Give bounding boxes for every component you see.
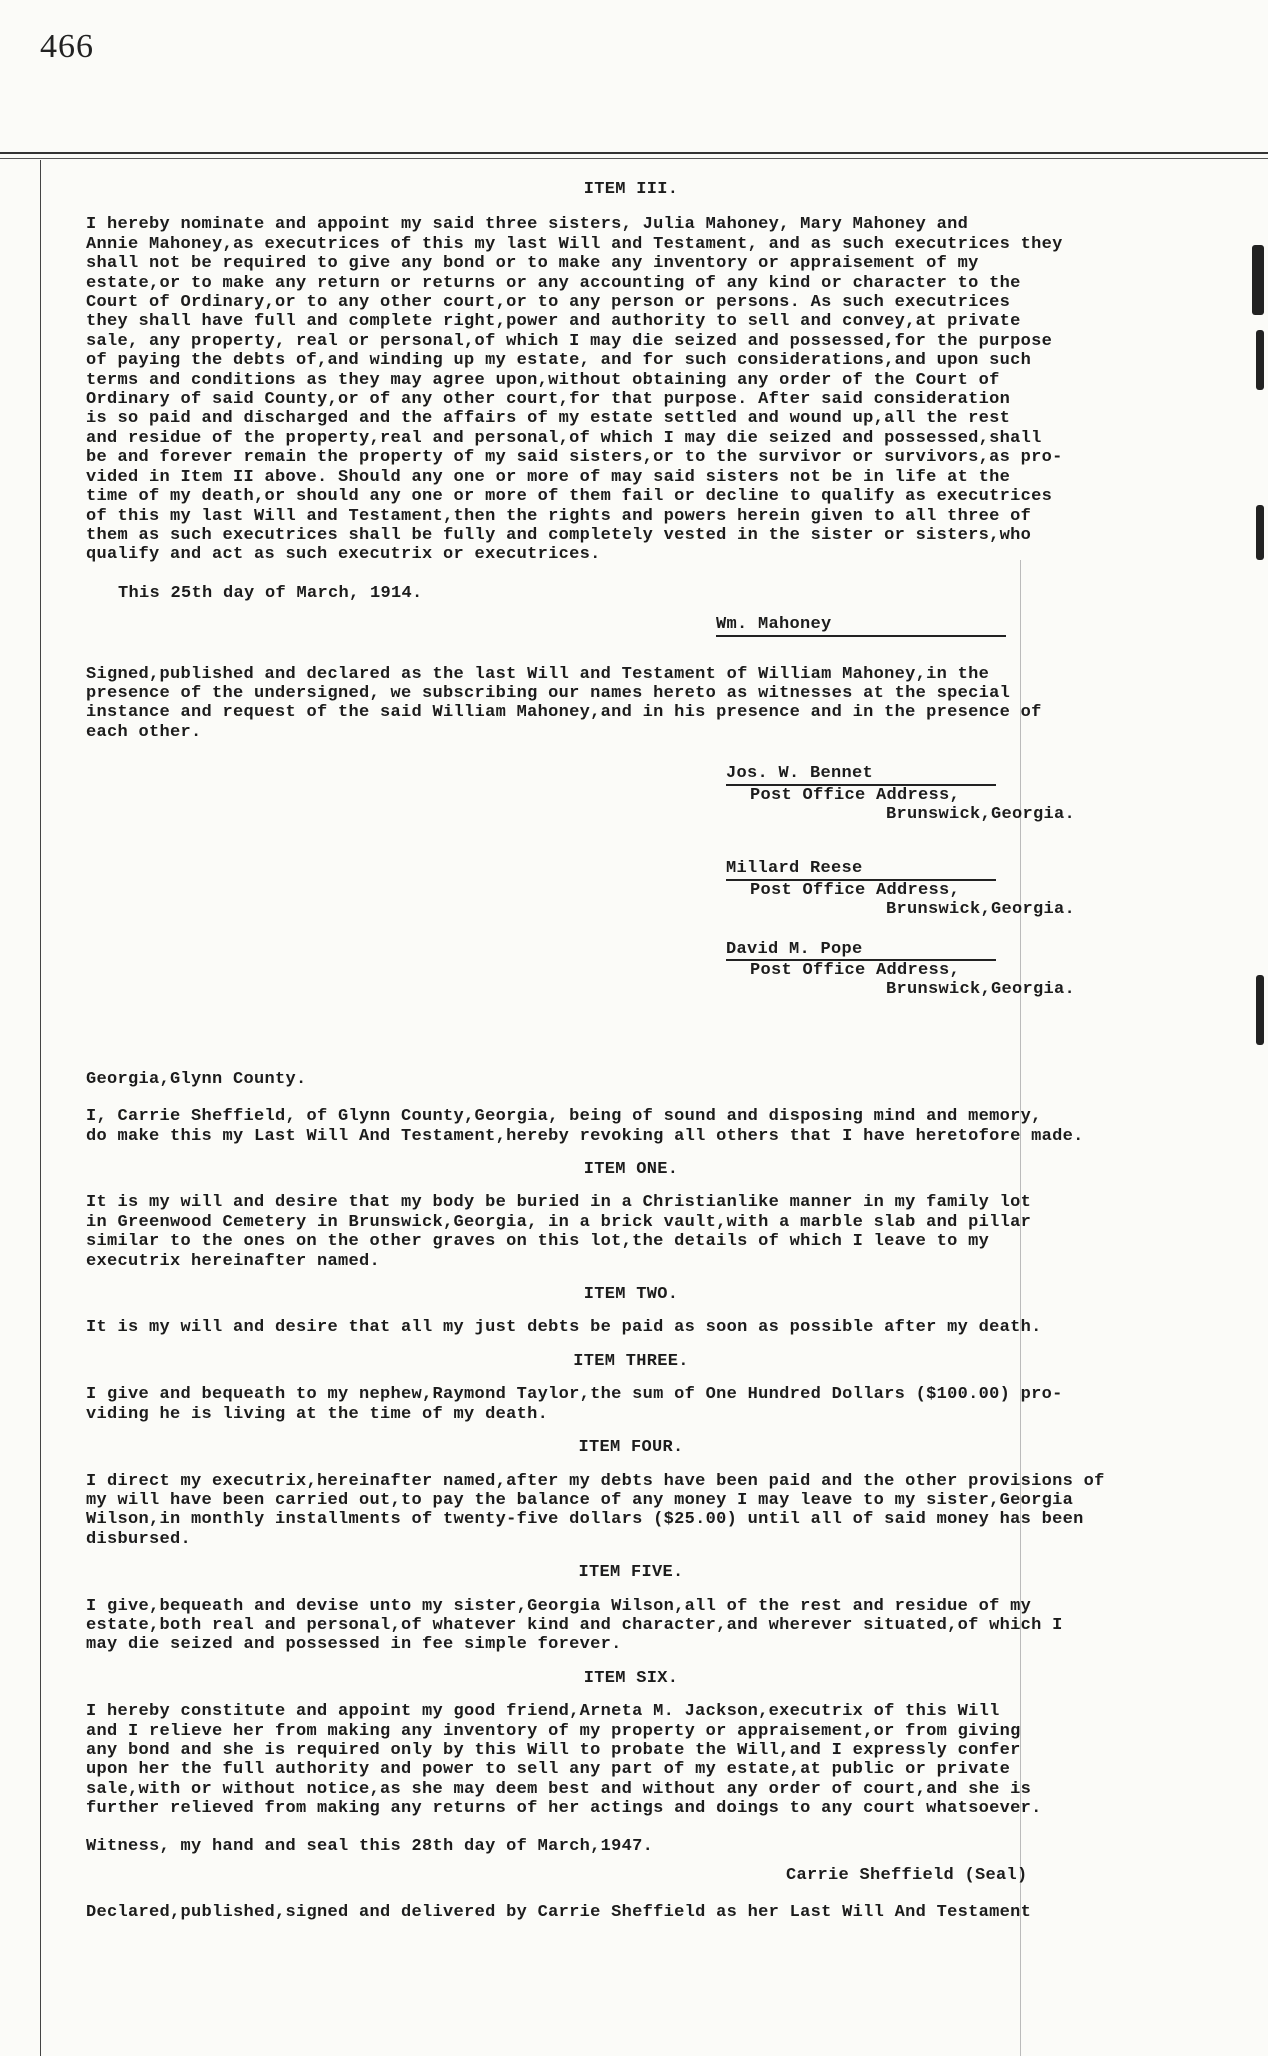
witness-address-label: Post Office Address, [750, 785, 961, 805]
page-number: 466 [40, 28, 94, 65]
top-rule [0, 152, 1268, 154]
item-text: It is my will and desire that all my just debts be paid as soon as possible after my death. [86, 1318, 1042, 1338]
item-text: I direct my executrix,hereinafter named,after my debts have been paid and the other provisions of my will have been carried out,to pay the balance of any money I may leave to my sister,Georgia Wilson,in monthly installments of twenty-five dollars ($25.00) until all of said money has been disbursed. [86, 1471, 1105, 1549]
item-heading: ITEM TWO. [583, 1285, 679, 1305]
witness-block [726, 859, 1176, 919]
item-text: I hereby constitute and appoint my good friend,Arneta M. Jackson,executrix of this Will and I relieve her from making any inventory of my property or appraisement,or from giving any bond and she is required only by this Will to probate the Will,and I expressly confer upon her the full authority and power to sell any part of my estate,at public or private sale,with or without notice,as she may deem best and without any order of court,and she is further relieved from making any returns of her actings and doings to any court whatsoever. [86, 1702, 1042, 1819]
left-margin-line [40, 160, 41, 2056]
witness-block [726, 940, 1176, 1000]
binding-mark [1256, 330, 1264, 390]
venue-line: Georgia,Glynn County. [86, 1069, 307, 1089]
witness-line: Witness, my hand and seal this 28th day of March,1947. [86, 1836, 654, 1856]
item-heading: ITEM FIVE. [578, 1563, 684, 1583]
binding-mark [1252, 245, 1264, 315]
witness-name: Millard Reese [726, 859, 996, 880]
witness-city: Brunswick,Georgia. [886, 804, 1076, 824]
witness-name: Jos. W. Bennet [726, 764, 996, 785]
item-heading: ITEM FOUR. [578, 1438, 684, 1458]
witness-city: Brunswick,Georgia. [886, 900, 1076, 920]
will-intro: I, Carrie Sheffield, of Glynn County,Georgia, being of sound and disposing mind and memory, do make this my Last Will And Testament,hereby revoking all others that I have heretofore made. [86, 1107, 1084, 1146]
item-heading: ITEM III. [583, 180, 679, 199]
date-line: This 25th day of March, 1914. [118, 583, 423, 603]
item-text: It is my will and desire that my body be buried in a Christianlike manner in my family lot in Greenwood Cemetery in Brunswick,Georgia, in a brick vault,with a marble slab and pillar similar to the ones on the other graves on this lot,the details of which I leave to my executrix hereinafter named. [86, 1193, 1032, 1271]
witness-name: David M. Pope [726, 940, 996, 961]
declaration-line: Declared,published,signed and delivered by Carrie Sheffield as her Last Will And Testament [86, 1903, 1032, 1923]
item-heading: ITEM SIX. [583, 1668, 679, 1688]
witness-address-label: Post Office Address, [750, 961, 961, 980]
item-heading: ITEM ONE. [583, 1160, 679, 1180]
document-body [86, 180, 1176, 1923]
witness-address-label: Post Office Address, [750, 880, 961, 900]
witness-block [726, 764, 1176, 824]
witness-city: Brunswick,Georgia. [886, 980, 1076, 1000]
item-three-text: I hereby nominate and appoint my said three sisters, Julia Mahoney, Mary Mahoney and Annie Mahoney,as executrices of this my last Will and Testament, and as such executrices they shall not be required to give any bond or to make any inventory or appraisement of my estate,or to make any return or returns or any accounting of any kind or character to the Court of Ordinary,or to any other court,or to any person or persons. As such executrices they shall have full and complete right,power and authority to sell and convey,at private sale, any property, real or personal,of which I may die seized and possessed,for the purpose of paying the debts of,and winding up my estate, and for such considerations,and upon such terms and conditions as they may agree upon,without obtaining any order of the Court of Ordinary of said County,or of any other court,for that purpose. After said consideration is so paid and discharged and the affairs of my estate settled and wound up,all the rest and residue of the property,real and personal,of which I may die seized and possessed,shall be and forever remain the property of my said sisters,or to the survivor or survivors,as pro- vided in Item II above. Should any one or more of may said sisters not be in life at the time of my death,or should any one or more of them fail or decline to qualify as executrices of this my last Will and Testament,then the rights and powers herein given to all three of them as such executrices shall be fully and completely vested in the sister or sisters,who qualify and act as such executrix or executrices. [86, 215, 1063, 565]
testatrix-signature: Carrie Sheffield (Seal) [786, 1866, 1028, 1885]
item-heading: ITEM THREE. [573, 1351, 689, 1371]
item-text: I give and bequeath to my nephew,Raymond Taylor,the sum of One Hundred Dollars ($100.00) pro- viding he is living at the time of my death. [86, 1385, 1063, 1424]
binding-mark [1256, 505, 1264, 560]
item-text: I give,bequeath and devise unto my sister,Georgia Wilson,all of the rest and residue of my estate,both real and personal,of whatever kind and character,and wherever situated,of which I may die seized and possessed in fee simple forever. [86, 1596, 1063, 1655]
top-rule-thin [0, 158, 1268, 159]
binding-mark [1256, 975, 1264, 1045]
testator-signature: Wm. Mahoney [716, 615, 1006, 636]
attestation-clause: Signed,published and declared as the last Will and Testament of William Mahoney,in the presence of the undersigned, we subscribing our names hereto as witnesses at the special instance and request of the said William Mahoney,and in his presence and in the presence of each other. [86, 664, 1042, 742]
